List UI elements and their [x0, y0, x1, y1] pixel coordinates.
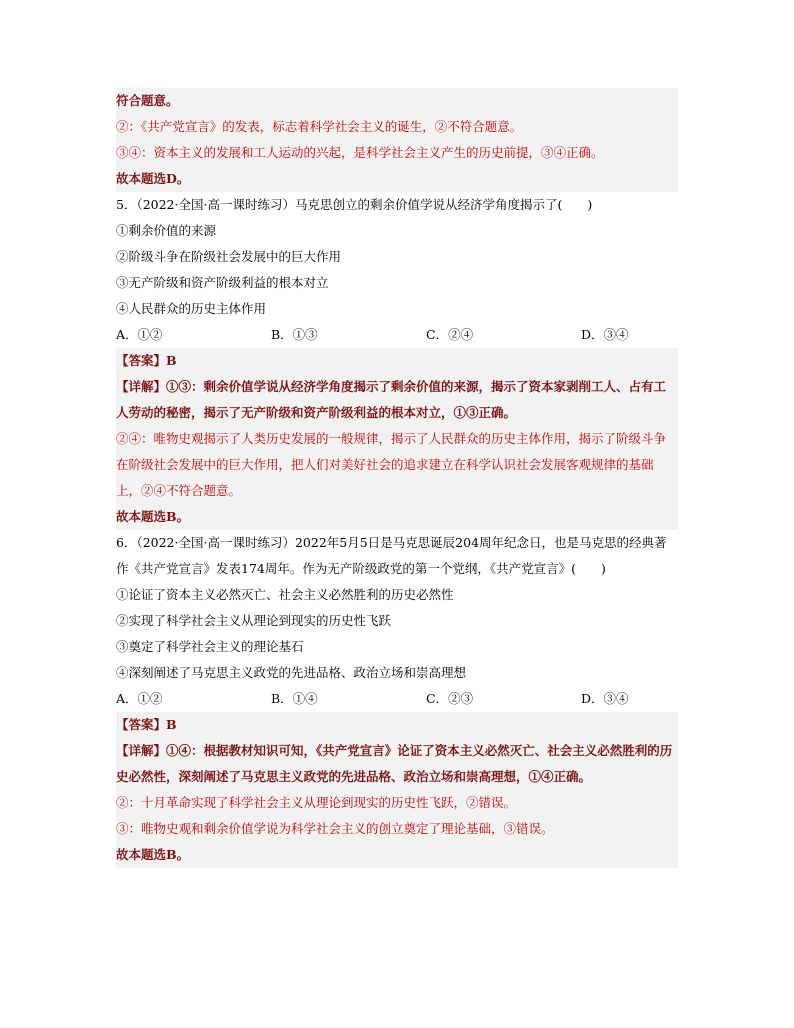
- answer-block-6: [116, 712, 678, 868]
- question-item: ②实现了科学社会主义从理论到现实的历史性飞跃: [116, 613, 392, 628]
- option-a: A．①②: [116, 327, 163, 342]
- conclusion-line: 故本题选B。: [116, 509, 190, 524]
- question-item: ①论证了资本主义必然灭亡、社会主义必然胜利的历史必然性: [116, 587, 454, 602]
- answer-block-5: [116, 348, 678, 530]
- detail-paragraph: ②④：唯物史观揭示了人类历史发展的一般规律，揭示了人民群众的历史主体作用，揭示了阶级斗争在阶级社会发展中的巨大作用，把人们对美好社会的追求建立在科学认识社会发展客观规律的基础上，②④不符合题意。: [116, 431, 667, 498]
- answer-options: [116, 322, 678, 348]
- detail-text: ①④：根据教材知识可知，《共产党宣言》论证了资本主义必然灭亡、社会主义必然胜利的历史必然性，深刻阐述了马克思主义政党的先进品格、政治立场和崇高理想，①④正确。: [116, 743, 673, 784]
- explanation-line: ②：《共产党宣言》的发表，标志着科学社会主义的诞生，②不符合题意。: [116, 119, 523, 134]
- detail-text: ①③：剩余价值学说从经济学角度揭示了剩余价值的来源，揭示了资本家剥削工人、占有工人劳动的秘密，揭示了无产阶级和资产阶级利益的根本对立，①③正确。: [116, 379, 667, 420]
- question-item: ③无产阶级和资产阶级利益的根本对立: [116, 275, 329, 290]
- detail-paragraph: [116, 738, 678, 790]
- conclusion-line: 故本题选B。: [116, 847, 190, 862]
- detail-paragraph: ②：十月革命实现了科学社会主义从理论到现实的历史性飞跃，②错误。: [116, 795, 517, 810]
- previous-explanation-block: [116, 88, 678, 192]
- question-stem: 6．（2022·全国·高一课时练习）2022年5月5日是马克思诞辰204周年纪念日，也是马克思的经典著作《共产党宣言》发表174周年。作为无产阶级政党的第一个党纲，《共产党宣言》( ): [116, 535, 667, 576]
- option-b: B．①③: [271, 327, 318, 342]
- answer-value: B: [166, 717, 177, 732]
- detail-label: 【详解】: [116, 379, 167, 394]
- option-b: B．①④: [271, 691, 318, 706]
- question-item: ①剩余价值的来源: [116, 223, 217, 238]
- detail-paragraph: ③：唯物史观和剩余价值学说为科学社会主义的创立奠定了理论基础，③错误。: [116, 821, 554, 836]
- explanation-line: 符合题意。: [116, 93, 179, 108]
- question-item: ②阶级斗争在阶级社会发展中的巨大作用: [116, 249, 342, 264]
- answer-label: 【答案】: [116, 353, 167, 368]
- option-c: C．②③: [426, 691, 474, 706]
- question-item: ③奠定了科学社会主义的理论基石: [116, 639, 304, 654]
- option-c: C．②④: [426, 327, 474, 342]
- answer-options: [116, 686, 678, 712]
- question-5: [116, 192, 678, 348]
- detail-label: 【详解】: [116, 743, 167, 758]
- option-a: A．①②: [116, 691, 163, 706]
- detail-paragraph: [116, 374, 678, 426]
- answer-label: 【答案】: [116, 717, 167, 732]
- answer-value: B: [166, 353, 177, 368]
- answer-line: [116, 712, 678, 738]
- question-item: ④深刻阐述了马克思主义政党的先进品格、政治立场和崇高理想: [116, 665, 467, 680]
- question-stem: 5．（2022·全国·高一课时练习）马克思创立的剩余价值学说从经济学角度揭示了( ): [116, 197, 593, 212]
- question-item: ④人民群众的历史主体作用: [116, 301, 267, 316]
- document-page: [116, 88, 678, 868]
- explanation-line: ③④：资本主义的发展和工人运动的兴起，是科学社会主义产生的历史前提，③④正确。: [116, 145, 604, 160]
- answer-line: [116, 348, 678, 374]
- option-d: D．③④: [581, 327, 629, 342]
- option-d: D．③④: [581, 691, 629, 706]
- conclusion-line: 故本题选D。: [116, 171, 190, 186]
- question-6: [116, 530, 678, 712]
